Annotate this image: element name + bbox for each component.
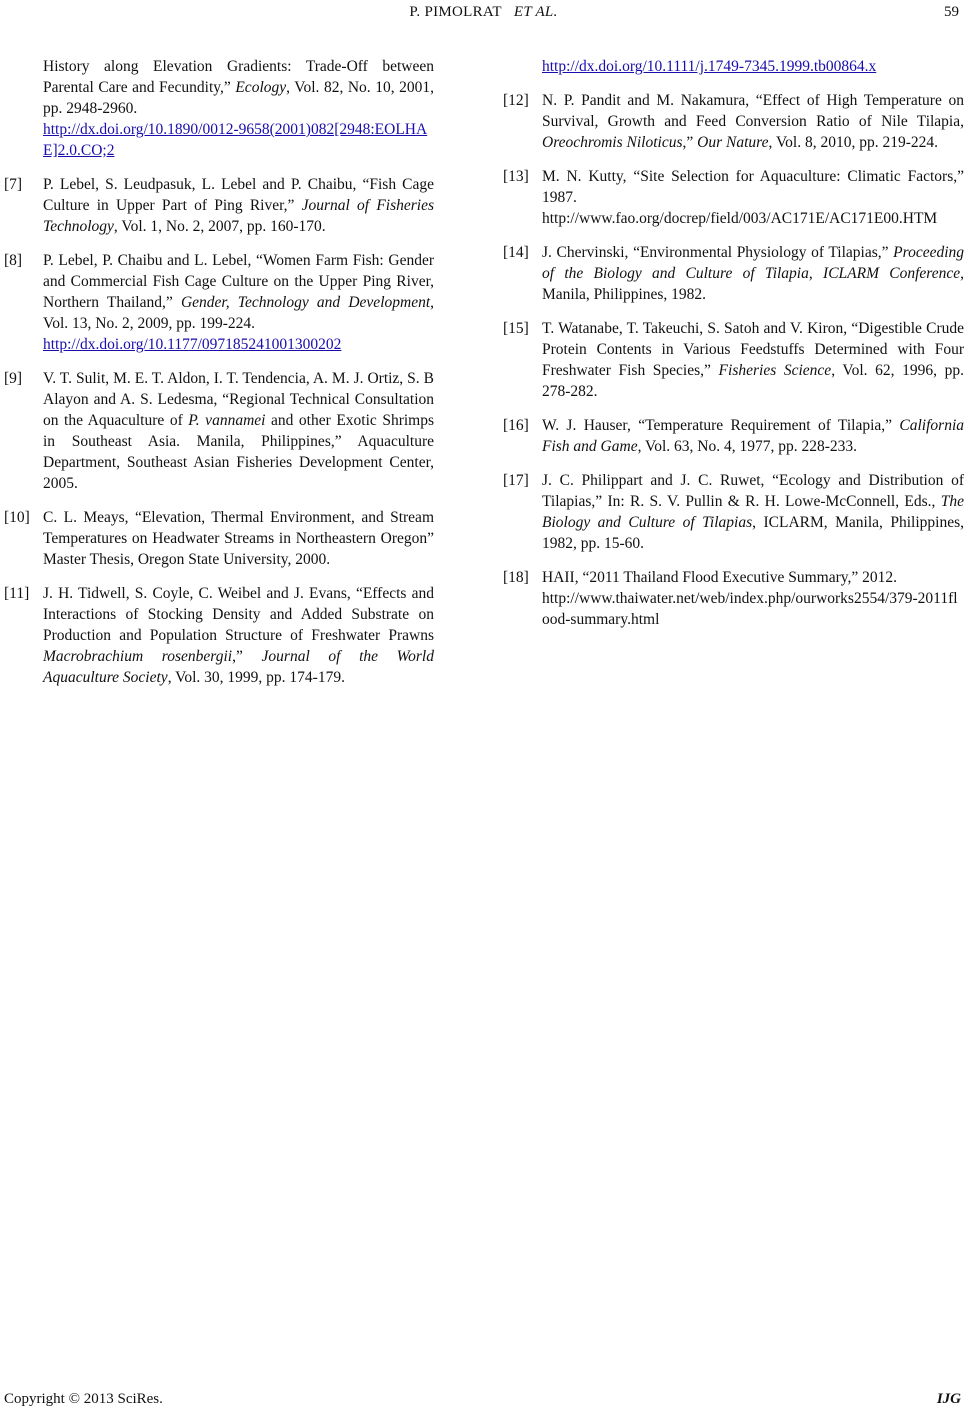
doi-link[interactable]: http://dx.doi.org/10.1890/0012-9658(2001)082[2948:EOLHAE]2.0.CO;2	[43, 121, 428, 159]
copyright-notice: Copyright © 2013 SciRes.	[4, 1391, 163, 1407]
ref-text: , Vol. 82, No. 10, 2001, pp. 2948-2960.	[43, 79, 435, 117]
ref-number: [8]	[4, 252, 23, 269]
ref-italic-title: Journal of Fisheries Technology	[43, 197, 434, 235]
ref-text: P. Lebel, S. Leudpasuk, L. Lebel and P. Chaibu, “Fish Cage Culture in Upper Part of Ping River,”	[43, 176, 434, 214]
ref-text: J. H. Tidwell, S. Coyle, C. Weibel and J. Evans, “Effects and Interactions of Stocking Density and Added Substrate on Production and Population Structure of Freshwater Prawns	[43, 585, 434, 644]
ref-text: , Manila, Philippines, 1982.	[542, 265, 965, 303]
ref-number: [16]	[503, 417, 529, 434]
ref-text: W. J. Hauser, “Temperature Requirement of Tilapia,”	[542, 417, 893, 434]
reference-item	[503, 318, 964, 402]
ref-text: HAII, “2011 Thailand Flood Executive Summary,” 2012.	[542, 569, 897, 586]
ref-text: J. C. Philippart and J. C. Ruwet, “Ecology and Distribution of Tilapias,” In: R. S. V. Pullin & R. H. Lowe-McConnell, Eds.,	[542, 472, 964, 510]
reference-item	[503, 567, 964, 630]
ref-number: [14]	[503, 244, 529, 261]
ref-italic-title: California Fish and Game	[542, 417, 965, 455]
reference-item	[4, 583, 434, 688]
ref-text: C. L. Meays, “Elevation, Thermal Environment, and Stream Temperatures on Headwater Streams in Northeastern Oregon” Master Thesis, Oregon State University, 2000.	[43, 509, 434, 568]
ref-italic-title: ICLARM Conference	[823, 265, 961, 282]
ref-text: , Vol. 8, 2010, pp. 219-224.	[768, 134, 938, 151]
ref-text: , Vol. 62, 1996, pp. 278-282.	[542, 362, 965, 400]
doi-link[interactable]: http://dx.doi.org/10.1177/097185241001300202	[43, 336, 342, 353]
ref-text: History along Elevation Gradients: Trade-Off between Parental Care and Fecundity,”	[43, 58, 434, 96]
ref-italic-title: The Biology and Culture of Tilapias	[542, 493, 964, 531]
ref-journal: Ecology	[235, 79, 287, 96]
ref-text: J. Chervinski, “Environmental Physiology of Tilapias,”	[542, 244, 889, 261]
ref-url: http://www.fao.org/docrep/field/003/AC171E/AC171E00.HTM	[542, 210, 938, 227]
ref-number: [12]	[503, 92, 529, 109]
ref-number: [17]	[503, 472, 529, 489]
running-head-authors: P. PIMOLRAT	[409, 4, 502, 20]
ref-italic-title: Oreochromis Niloticus	[542, 134, 683, 151]
reference-item	[503, 415, 964, 457]
ref-number: [7]	[4, 176, 23, 193]
reference-item	[503, 242, 964, 305]
ref-italic-title: Fisheries Science	[718, 362, 832, 379]
ref-italic-title: Our Nature	[697, 134, 769, 151]
running-head	[0, 4, 967, 21]
ref-text: V. T. Sulit, M. E. T. Aldon, I. T. Tendencia, A. M. J. Ortiz, S. B Alayon and A. S. Ledesma, “Regional Technical Consultation on the Aquaculture of	[43, 370, 434, 429]
running-head-etal: ET AL.	[513, 4, 558, 20]
reference-item	[4, 250, 434, 355]
page-footer	[4, 1391, 961, 1411]
ref-italic-title: Gender, Technology and Development	[180, 294, 431, 311]
ref-text: , Vol. 1, No. 2, 2007, pp. 160-170.	[113, 218, 326, 235]
reference-item	[4, 368, 434, 494]
reference-item	[4, 507, 434, 570]
reference-continuation	[4, 56, 434, 161]
ref-text: M. N. Kutty, “Site Selection for Aquaculture: Climatic Factors,” 1987.	[542, 168, 964, 206]
page-header	[0, 4, 967, 26]
ref-text: , ICLARM, Manila, Philippines, 1982, pp. 15-60.	[542, 514, 964, 552]
page-number: 59	[944, 4, 959, 20]
ref-text: , Vol. 30, 1999, pp. 174-179.	[167, 669, 345, 686]
ref-text: ,”	[232, 648, 243, 665]
ref-text: and other Exotic Shrimps in Southeast Asia. Manila, Philippines,” Aquaculture Department, Southeast Asian Fisheries Development Center, 2005.	[43, 412, 434, 492]
ref-text: T. Watanabe, T. Takeuchi, S. Satoh and V. Kiron, “Digestible Crude Protein Contents in Various Feedstuffs Determined with Four Freshwater Fish Species,”	[542, 320, 964, 379]
ref-italic-title: Macrobrachium rosenbergii	[43, 648, 233, 665]
ref-number: [11]	[4, 585, 30, 602]
ref-text: , Vol. 13, No. 2, 2009, pp. 199-224.	[43, 294, 435, 332]
doi-link[interactable]: http://dx.doi.org/10.1111/j.1749-7345.1999.tb00864.x	[542, 58, 877, 75]
ref-text: N. P. Pandit and M. Nakamura, “Effect of High Temperature on Survival, Growth and Feed Conversion Ratio of Nile Tilapia,	[542, 92, 964, 130]
ref-text: P. Lebel, P. Chaibu and L. Lebel, “Women Farm Fish: Gender and Commercial Fish Cage Culture on the Upper Ping River, Northern Thailand,”	[43, 252, 434, 311]
ref-number: [15]	[503, 320, 529, 337]
ref-number: [9]	[4, 370, 23, 387]
reference-item	[4, 174, 434, 237]
right-column	[503, 56, 964, 643]
ref-url: http://www.thaiwater.net/web/index.php/ourworks2554/379-2011flood-summary.html	[542, 590, 958, 628]
reference-continuation	[503, 56, 964, 77]
reference-item	[503, 90, 964, 153]
ref-text: ,”	[682, 134, 694, 151]
reference-item	[503, 166, 964, 229]
reference-item	[503, 470, 964, 554]
ref-number: [18]	[503, 569, 529, 586]
left-column	[4, 56, 434, 701]
ref-text: ,	[808, 265, 813, 282]
ref-number: [13]	[503, 168, 529, 185]
ref-number: [10]	[4, 509, 30, 526]
ref-text: , Vol. 63, No. 4, 1977, pp. 228-233.	[637, 438, 858, 455]
ref-italic-title: P. vannamei	[188, 412, 266, 429]
ref-italic-title: Proceeding of the Biology and Culture of Tilapia	[542, 244, 965, 282]
journal-abbreviation: IJG	[936, 1391, 961, 1407]
ref-italic-title: Journal of the World Aquaculture Society	[43, 648, 434, 686]
